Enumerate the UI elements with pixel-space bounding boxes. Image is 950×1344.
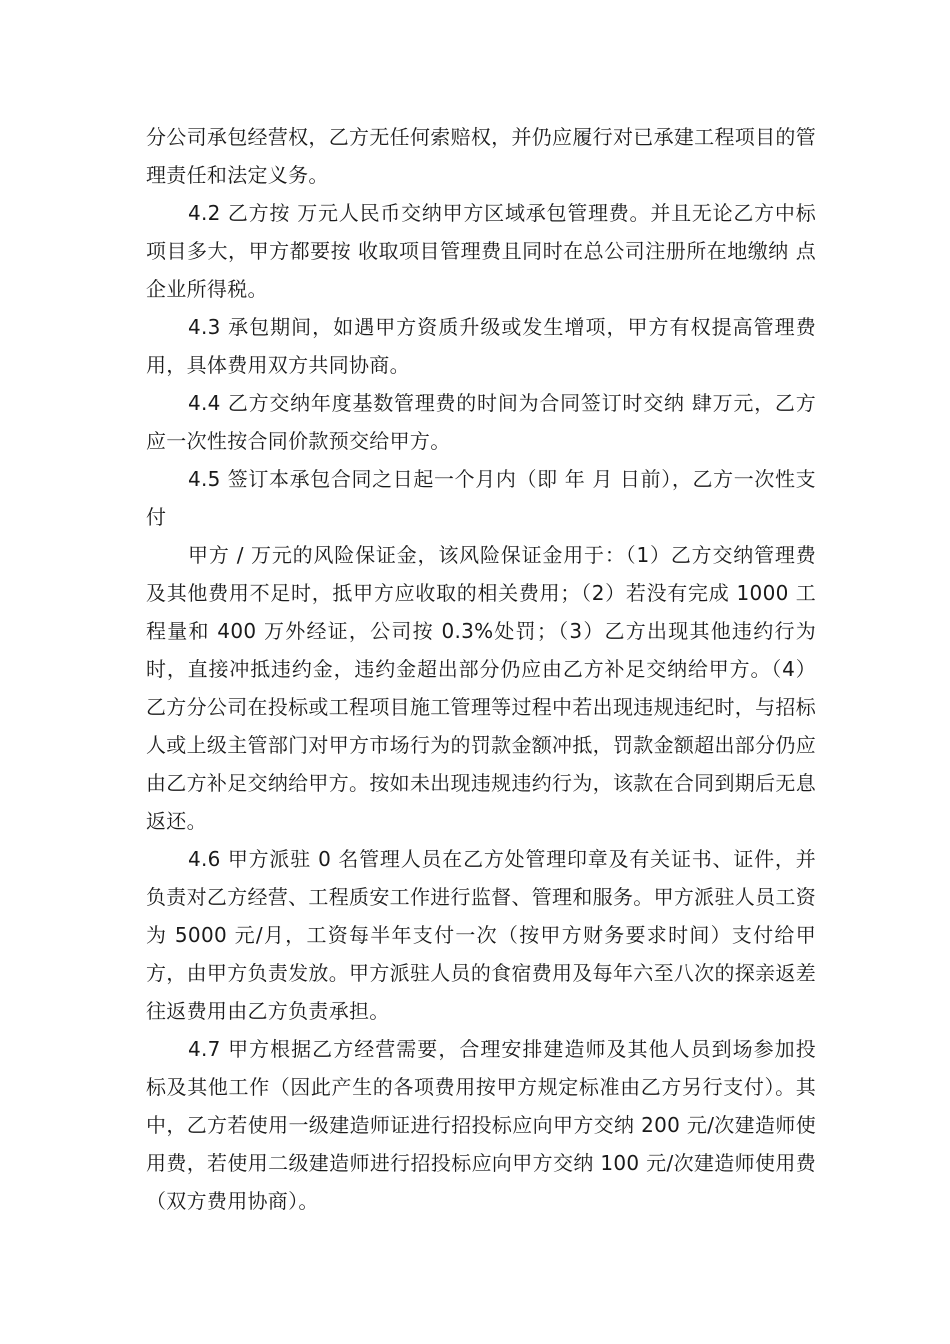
paragraph-continuation: 分公司承包经营权，乙方无任何索赔权，并仍应履行对已承建工程项目的管理责任和法定义务。	[146, 125, 816, 187]
document-body	[146, 118, 816, 1220]
paragraph-4-5: 4.5 签订本承包合同之日起一个月内（即 年 月 日前），乙方一次性支付	[146, 467, 816, 529]
paragraph-4-3: 4.3 承包期间，如遇甲方资质升级或发生增项，甲方有权提高管理费用，具体费用双方共同协商。	[146, 315, 816, 377]
paragraph-4-4: 4.4 乙方交纳年度基数管理费的时间为合同签订时交纳 肆万元，乙方应一次性按合同价款预交给甲方。	[146, 391, 816, 453]
paragraph-4-2: 4.2 乙方按 万元人民币交纳甲方区域承包管理费。并且无论乙方中标项目多大，甲方都要按 收取项目管理费且同时在总公司注册所在地缴纳 点企业所得税。	[146, 201, 816, 301]
paragraph-risk-deposit: 甲方 / 万元的风险保证金，该风险保证金用于：（1）乙方交纳管理费及其他费用不足时，抵甲方应收取的相关费用；（2）若没有完成 1000 工程量和 400 万外经证，公司按 0.3%处罚；（3）乙方出现其他违约行为时，直接冲抵违约金，违约金超出部分仍应由乙方补足交纳给甲方。（4）乙方分公司在投标或工程项目施工管理等过程中若出现违规违纪时，与招标人或上级主管部门对甲方市场行为的罚款金额冲抵，罚款金额超出部分仍应由乙方补足交纳给甲方。按如未出现违规违约行为，该款在合同到期后无息返还。	[146, 543, 816, 833]
paragraph-4-7: 4.7 甲方根据乙方经营需要，合理安排建造师及其他人员到场参加投标及其他工作（因此产生的各项费用按甲方规定标准由乙方另行支付）。其中，乙方若使用一级建造师证进行招投标应向甲方交纳 200 元/次建造师使用费，若使用二级建造师进行招投标应向甲方交纳 100 元/次建造师使用费（双方费用协商）。	[146, 1037, 816, 1213]
paragraph-4-6: 4.6 甲方派驻 0 名管理人员在乙方处管理印章及有关证书、证件，并负责对乙方经营、工程质安工作进行监督、管理和服务。甲方派驻人员工资为 5000 元/月，工资每半年支付一次（按甲方财务要求时间）支付给甲方，由甲方负责发放。甲方派驻人员的食宿费用及每年六至八次的探亲返差往返费用由乙方负责承担。	[146, 847, 816, 1023]
